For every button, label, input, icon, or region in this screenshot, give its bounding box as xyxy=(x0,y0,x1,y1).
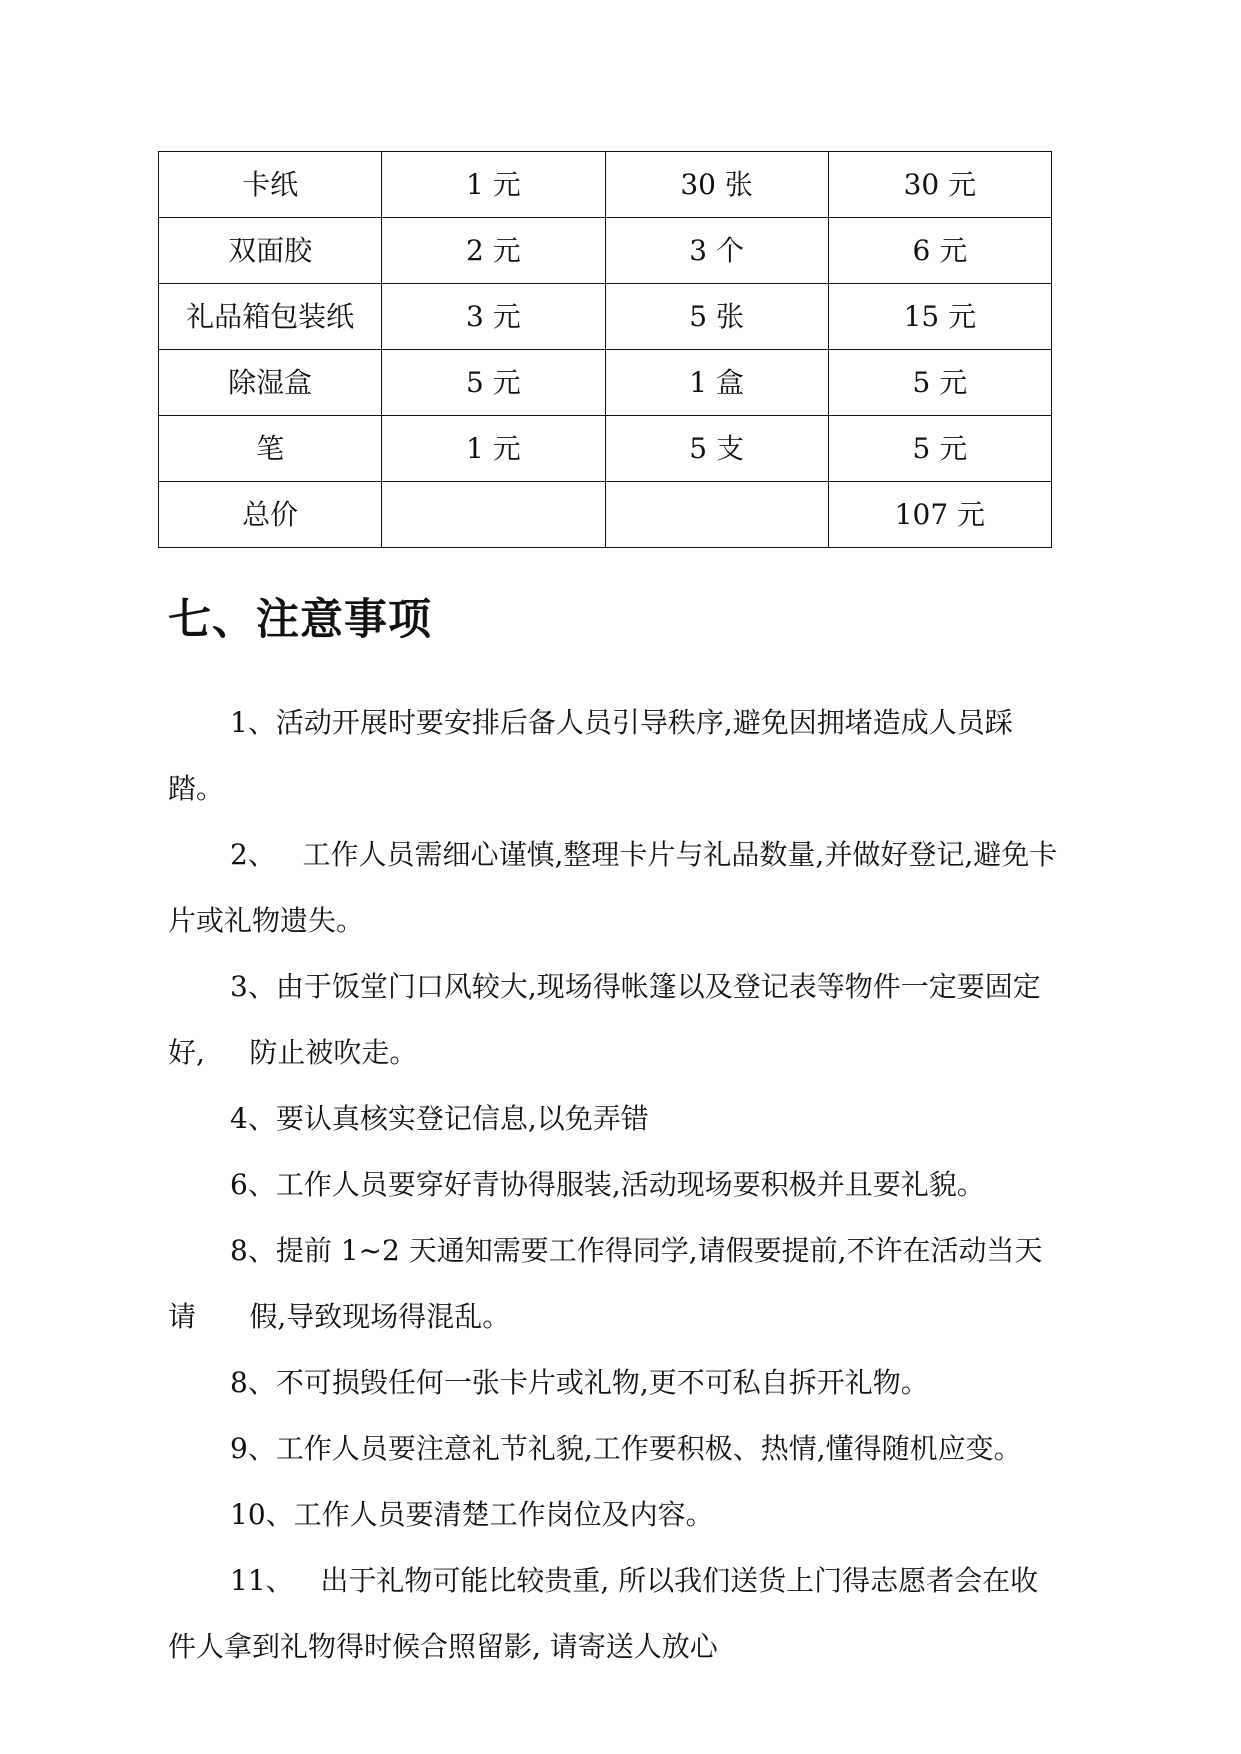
table-cell: 卡纸 xyxy=(159,152,382,218)
table-row xyxy=(159,284,1052,350)
cost-table xyxy=(158,151,1052,548)
table-cell: 5 张 xyxy=(605,284,828,350)
section-title: 七、注意事项 xyxy=(168,595,432,645)
table-cell: 2 元 xyxy=(382,218,605,284)
note-item: 2、 工作人员需细心谨慎,整理卡片与礼品数量,并做好登记,避免卡片或礼物遗失。 xyxy=(168,838,1058,937)
note-item: 8、提前 1~2 天通知需要工作得同学,请假要提前,不许在活动当天请 假,导致现场得混乱。 xyxy=(168,1234,1043,1333)
table-row xyxy=(159,350,1052,416)
note-item: 9、工作人员要注意礼节礼貌,工作要积极、热情,懂得随机应变。 xyxy=(230,1432,1022,1465)
table-cell: 30 元 xyxy=(828,152,1051,218)
table-cell xyxy=(382,482,605,548)
note-item: 11、 出于礼物可能比较贵重, 所以我们送货上门得志愿者会在收件人拿到礼物得时候合照留影, 请寄送人放心 xyxy=(168,1564,1039,1663)
table-cell: 30 张 xyxy=(605,152,828,218)
table-cell: 笔 xyxy=(159,416,382,482)
table-cell: 1 元 xyxy=(382,416,605,482)
note-item: 4、要认真核实登记信息,以免弄错 xyxy=(230,1102,649,1135)
table-cell: 3 个 xyxy=(605,218,828,284)
table-cell: 礼品箱包装纸 xyxy=(159,284,382,350)
note-item: 3、由于饭堂门口风较大,现场得帐篷以及登记表等物件一定要固定好, 防止被吹走。 xyxy=(168,970,1041,1069)
table-cell: 1 盒 xyxy=(605,350,828,416)
table-cell: 107 元 xyxy=(828,482,1051,548)
table-cell: 双面胶 xyxy=(159,218,382,284)
table-cell: 1 元 xyxy=(382,152,605,218)
table-row xyxy=(159,218,1052,284)
table-cell: 15 元 xyxy=(828,284,1051,350)
notes-list xyxy=(168,690,1058,1680)
note-item: 6、工作人员要穿好青协得服装,活动现场要积极并且要礼貌。 xyxy=(230,1168,985,1201)
table-cell: 3 元 xyxy=(382,284,605,350)
table-cell: 6 元 xyxy=(828,218,1051,284)
table-row xyxy=(159,416,1052,482)
table-cell: 5 支 xyxy=(605,416,828,482)
note-item: 8、不可损毁任何一张卡片或礼物,更不可私自拆开礼物。 xyxy=(230,1366,929,1399)
note-item: 10、工作人员要清楚工作岗位及内容。 xyxy=(230,1498,714,1531)
table-cell: 5 元 xyxy=(382,350,605,416)
table-cell: 除湿盒 xyxy=(159,350,382,416)
table-cell: 5 元 xyxy=(828,350,1051,416)
table-cell: 总价 xyxy=(159,482,382,548)
table-cell: 5 元 xyxy=(828,416,1051,482)
table-row xyxy=(159,152,1052,218)
note-item: 1、活动开展时要安排后备人员引导秩序,避免因拥堵造成人员踩踏。 xyxy=(168,706,1013,805)
table-row-total xyxy=(159,482,1052,548)
table-cell xyxy=(605,482,828,548)
